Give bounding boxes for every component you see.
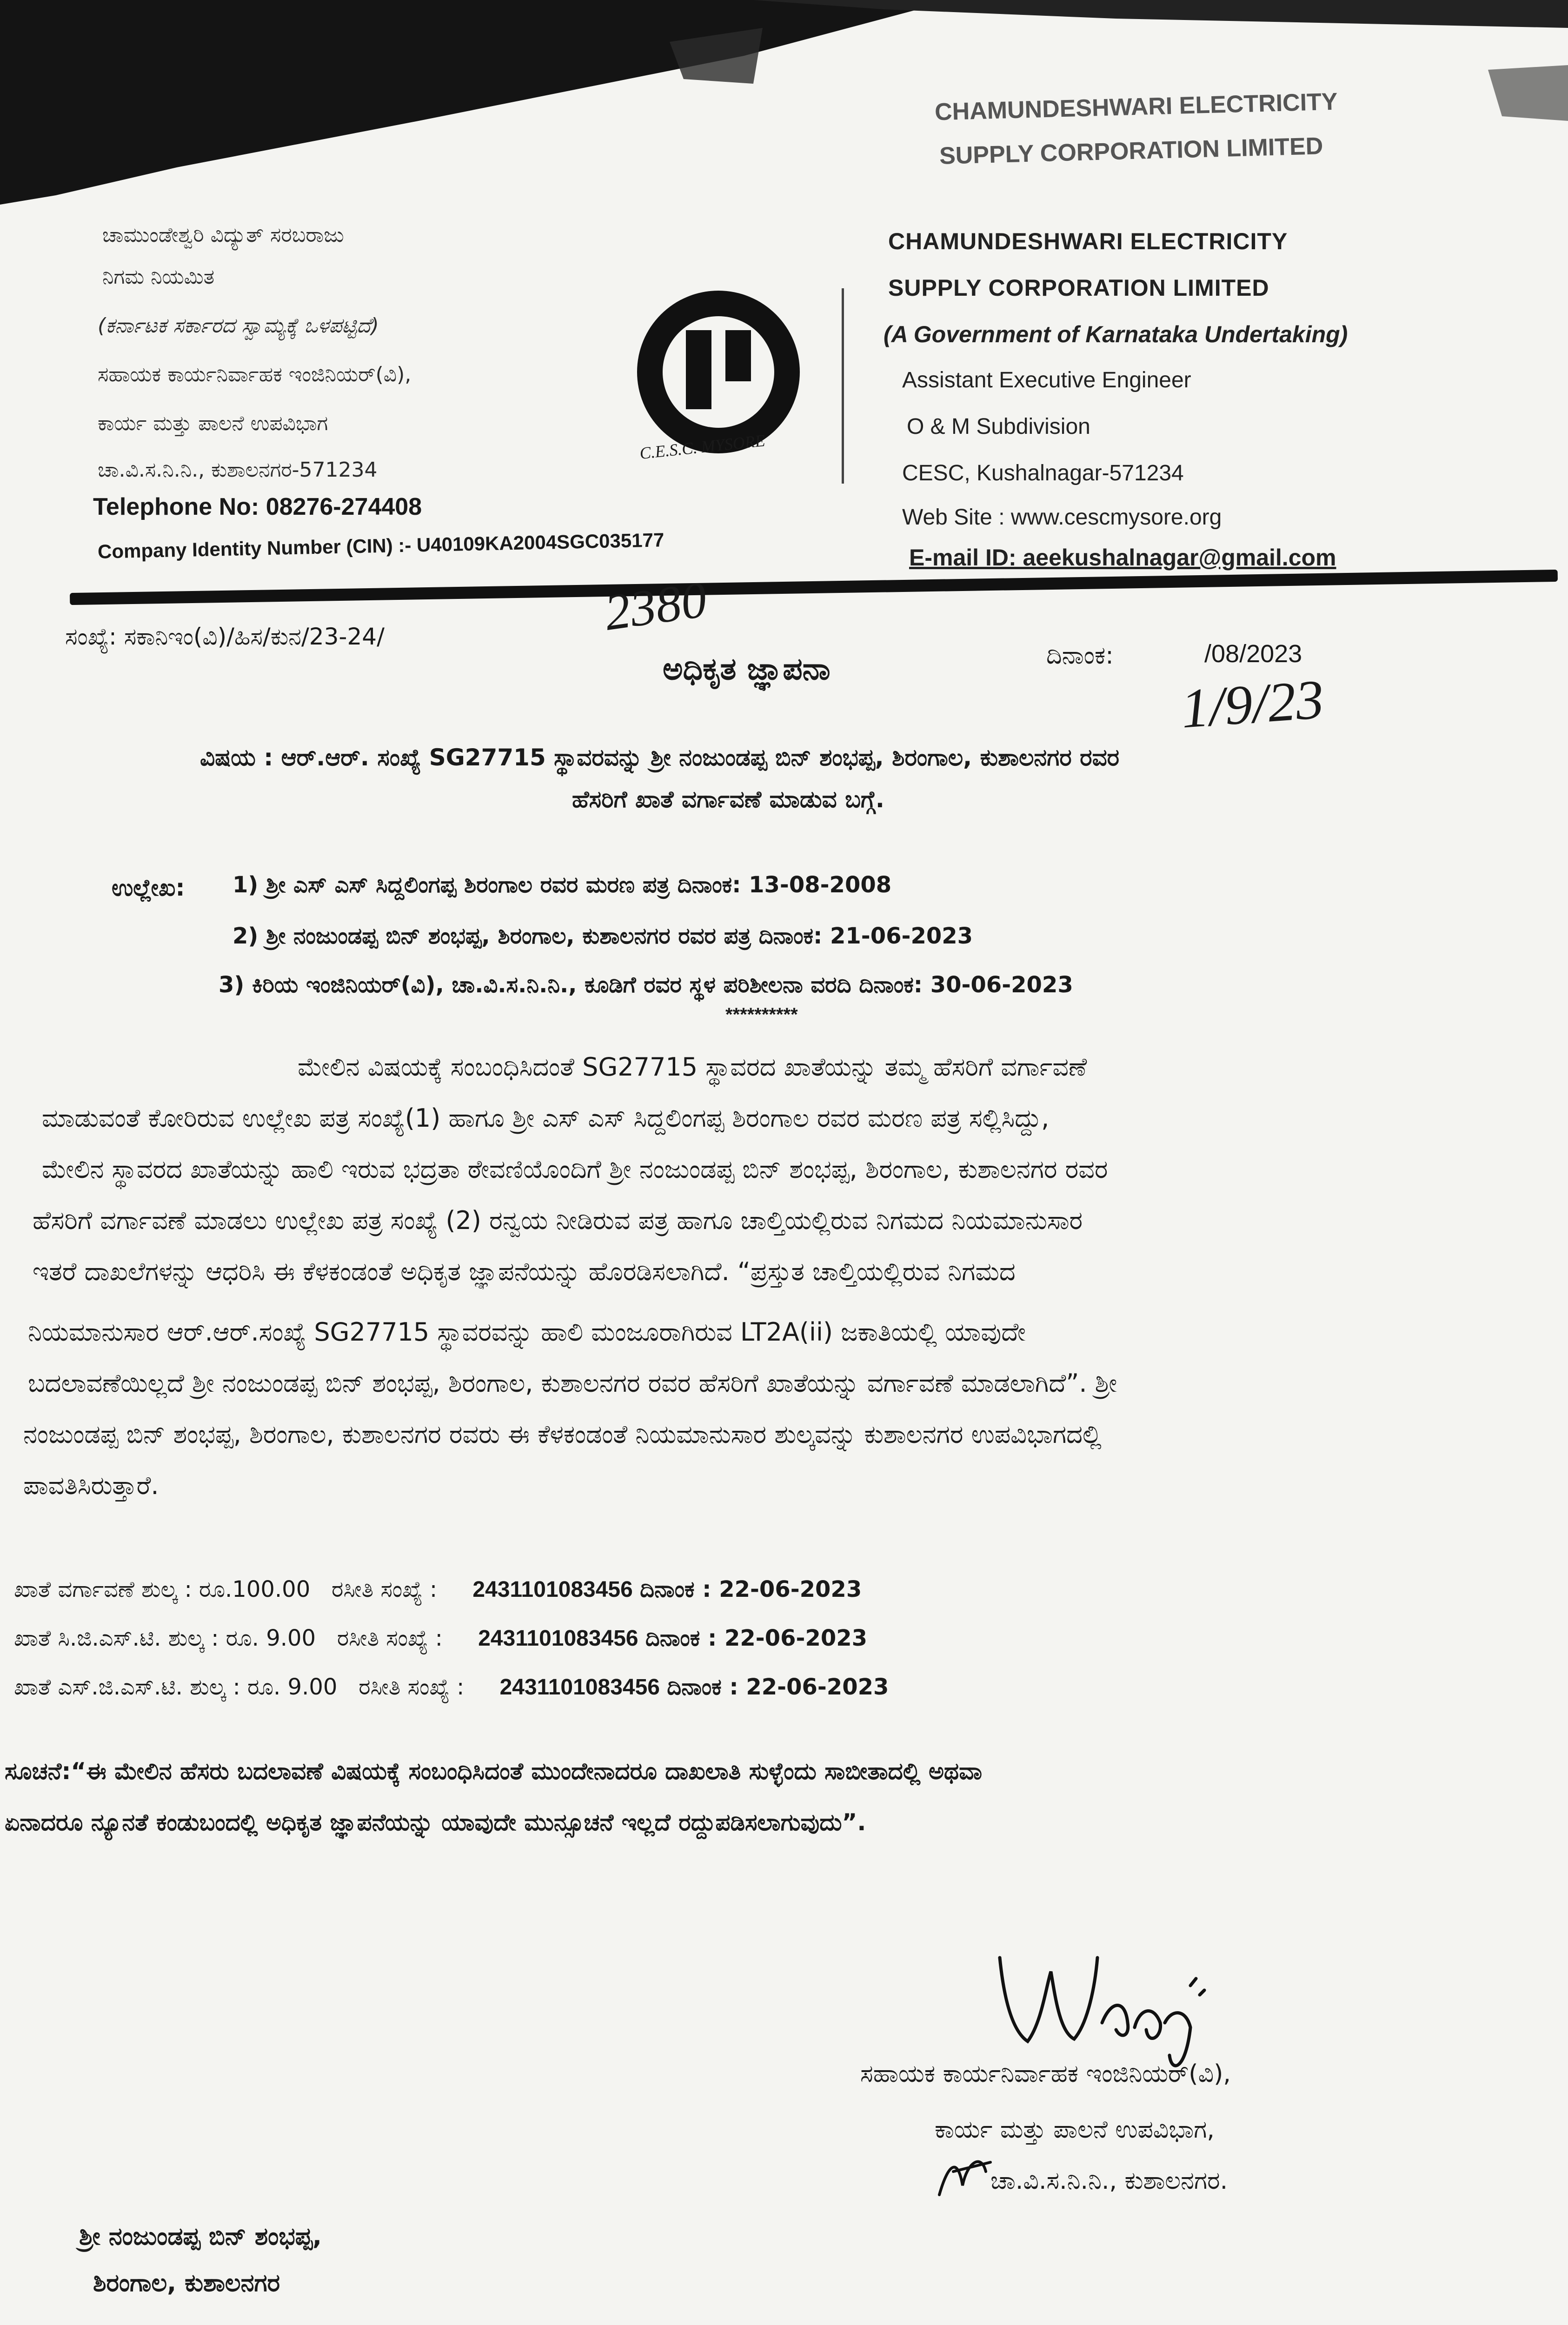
receipt-date: ದಿನಾಂಕ : 22-06-2023 (640, 1576, 862, 1602)
body-line: ಬದಲಾವಣೆಯಿಲ್ಲದೆ ಶ್ರೀ ನಂಜುಂಡಪ್ಪ ಬಿನ್ ಶಂಭಪ್ಪ, ಶಿರಂಗಾಲ, ಕುಶಾಲನಗರ ರವರ ಹೆಸರಿಗೆ ಖಾತೆಯನ್ನು ವರ್ಗಾವಣೆ ಮಾಡಲಾಗಿದೆ”. ಶ್ರೀ (28, 1368, 1117, 1398)
body-line: ನಂಜುಂಡಪ್ಪ ಬಿನ್ ಶಂಭಪ್ಪ, ಶಿರಂಗಾಲ, ಕುಶಾಲನಗರ ರವರು ಈ ಕೆಳಕಂಡಂತೆ ನಿಯಮಾನುಸಾರ ಶುಲ್ಕವನ್ನು ಕುಶಾಲನಗರ ಉಪವಿಭಾಗದಲ್ಲಿ (23, 1420, 1102, 1449)
subdivision-en: O & M Subdivision (907, 414, 1090, 439)
fee-row (14, 1674, 889, 1701)
subject (200, 744, 1119, 771)
letterhead-kn-line: ಕಾರ್ಯ ಮತ್ತು ಪಾಲನೆ ಉಪವಿಭಾಗ (98, 412, 328, 435)
receipt-number: 2431101083456 (478, 1626, 638, 1651)
letterhead-kn-line: ಚಾಮುಂಡೇಶ್ವರಿ ವಿದ್ಯುತ್ ಸರಬರಾಜು (102, 223, 344, 247)
subject-line2: ಹೆಸರಿಗೆ ಖಾತೆ ವರ್ಗಾವಣೆ ಮಾಡುವ ಬಗ್ಗೆ. (572, 786, 884, 813)
cin-number: Company Identity Number (CIN) :- U40109KA2004SGC035177 (97, 529, 664, 563)
recipient-address: ಶಿರಂಗಾಲ, ಕುಶಾಲನಗರ (93, 2269, 280, 2297)
body-line: ನಿಯಮಾನುಸಾರ ಆರ್.ಆರ್.ಸಂಖ್ಯೆ SG27715 ಸ್ಥಾವರವನ್ನು ಹಾಲಿ ಮಂಜೂರಾಗಿರುವ LT2A(ii) ಜಕಾತಿಯಲ್ಲಿ ಯಾವುದೇ (28, 1317, 1026, 1347)
body-line: ಹೆಸರಿಗೆ ವರ್ಗಾವಣೆ ಮಾಡಲು ಉಲ್ಲೇಖ ಪತ್ರ ಸಂಖ್ಯೆ (2) ರನ್ವಯ ನೀಡಿರುವ ಪತ್ರ ಹಾಗೂ ಚಾಲ್ತಿಯಲ್ಲಿರುವ ನಿಗಮದ ನಿಯಮಾನುಸಾರ (33, 1206, 1083, 1235)
govt-undertaking: (A Government of Karnataka Undertaking) (884, 321, 1348, 347)
reference-number: ಸಂಖ್ಯೆ: ಸಕಾನಿಇಂ(ವಿ)/ಹಿಸ/ಕುನ/23-24/ (65, 623, 385, 650)
receipt-label: ರಸೀತಿ ಸಂಖ್ಯೆ : (332, 1576, 438, 1602)
reference-item: 1) ಶ್ರೀ ಎಸ್ ಎಸ್ ಸಿದ್ದಲಿಂಗಪ್ಪ ಶಿರಂಗಾಲ ರವರ ಮರಣ ಪತ್ರ ದಿನಾಂಕ: 13-08-2008 (233, 872, 892, 898)
receipt-number: 2431101083456 (472, 1577, 633, 1602)
receipt-label: ರಸೀತಿ ಸಂಖ್ಯೆ : (359, 1674, 465, 1700)
letterhead-kn-line: ನಿಗಮ ನಿಯಮಿತ (102, 265, 215, 289)
signatory-office: ಚಾ.ವಿ.ಸ.ನಿ.ನಿ., ಕುಶಾಲನಗರ. (990, 2167, 1228, 2195)
reference-item: 2) ಶ್ರೀ ನಂಜುಂಡಪ್ಪ ಬಿನ್ ಶಂಭಪ್ಪ, ಶಿರಂಗಾಲ, ಕುಶಾಲನಗರ ರವರ ಪತ್ರ ದಿನಾಂಕ: 21-06-2023 (233, 923, 973, 949)
website[interactable]: Web Site : www.cescmysore.org (902, 505, 1222, 530)
date-label: ದಿನಾಂಕ: (1046, 642, 1114, 670)
body-line: ಮಾಡುವಂತೆ ಕೋರಿರುವ ಉಲ್ಲೇಖ ಪತ್ರ ಸಂಖ್ಯೆ(1) ಹಾಗೂ ಶ್ರೀ ಎಸ್ ಎಸ್ ಸಿದ್ದಲಿಂಗಪ್ಪ ಶಿರಂಗಾಲ ರವರ ಮರಣ ಪತ್ರ ಸಲ್ಲಿಸಿದ್ದು, (42, 1103, 1050, 1133)
designation-en: Assistant Executive Engineer (902, 368, 1191, 392)
signatory-subdivision: ಕಾರ್ಯ ಮತ್ತು ಪಾಲನೆ ಉಪವಿಭಾಗ, (935, 2116, 1215, 2144)
office-address-en: CESC, Kushalnagar-571234 (902, 461, 1184, 485)
letterhead-kn-line: ಚಾ.ವಿ.ಸ.ನಿ.ನಿ., ಕುಶಾಲನಗರ-571234 (98, 458, 378, 482)
logo-caption: C.E.S.C. MYSORE (638, 431, 766, 463)
letterhead-vertical-rule (842, 288, 844, 484)
handwritten-number: 2380 (601, 571, 711, 641)
subject-label: ವಿಷಯ : (200, 744, 273, 771)
body-line: ಪಾವತಿಸಿರುತ್ತಾರೆ. (23, 1471, 159, 1500)
body-line: ಇತರೆ ದಾಖಲೆಗಳನ್ನು ಆಧರಿಸಿ ಈ ಕೆಳಕಂಡಂತೆ ಅಧಿಕೃತ ಜ್ಞಾಪನೆಯನ್ನು ಹೊರಡಿಸಲಾಗಿದೆ. “ಪ್ರಸ್ತುತ ಚಾಲ್ತಿಯಲ್ಲಿರುವ ನಿಗಮದ (33, 1257, 1016, 1286)
email[interactable]: E-mail ID: aeekushalnagar@gmail.com (909, 545, 1336, 571)
date-printed: /08/2023 (1204, 640, 1302, 668)
fee-label: ಖಾತೆ ವರ್ಗಾವಣೆ ಶುಲ್ಕ : ರೂ.100.00 (14, 1576, 311, 1602)
scan-shadow (0, 0, 1568, 232)
org-name-line2: SUPPLY CORPORATION LIMITED (888, 275, 1269, 301)
signature-mark (986, 1930, 1228, 2079)
initials-mark (930, 2144, 1000, 2209)
fee-row (14, 1625, 867, 1652)
letterhead-kn-line: ಸಹಾಯಕ ಕಾರ್ಯನಿರ್ವಾಹಕ ಇಂಜಿನಿಯರ್(ವಿ), (98, 363, 412, 386)
date-handwritten: 1/9/23 (1179, 668, 1326, 740)
fee-label: ಖಾತೆ ಎಸ್.ಜಿ.ಎಸ್.ಟಿ. ಶುಲ್ಕ : ರೂ. 9.00 (14, 1674, 338, 1700)
recipient-name: ಶ್ರೀ ನಂಜುಂಡಪ್ಪ ಬಿನ್ ಶಂಭಪ್ಪ, (79, 2223, 322, 2251)
fee-label: ಖಾತೆ ಸಿ.ಜಿ.ಎಸ್.ಟಿ. ಶುಲ್ಕ : ರೂ. 9.00 (14, 1625, 316, 1651)
ghost-org-line: CHAMUNDESHWARI ELECTRICITY (934, 88, 1338, 126)
subject-line1: ಆರ್.ಆರ್. ಸಂಖ್ಯೆ SG27715 ಸ್ಥಾವರವನ್ನು ಶ್ರೀ ನಂಜುಂಡಪ್ಪ ಬಿನ್ ಶಂಭಪ್ಪ, ಶಿರಂಗಾಲ, ಕುಶಾಲನಗರ ರವರ (281, 744, 1120, 771)
receipt-number: 2431101083456 (499, 1675, 660, 1700)
reference-separator: ********** (725, 1004, 798, 1025)
telephone: Telephone No: 08276-274408 (93, 493, 422, 520)
letterhead-kn-line: (ಕರ್ನಾಟಕ ಸರ್ಕಾರದ ಸ್ವಾಮ್ಯಕ್ಕೆ ಒಳಪಟ್ಟಿದೆ) (98, 314, 379, 338)
receipt-date: ದಿನಾಂಕ : 22-06-2023 (645, 1625, 868, 1651)
fee-row (14, 1576, 862, 1603)
org-name-line1: CHAMUNDESHWARI ELECTRICITY (888, 228, 1288, 254)
cesc-logo (621, 279, 816, 474)
references-label: ಉಲ್ಲೇಖ: (112, 874, 185, 901)
receipt-label: ರಸೀತಿ ಸಂಖ್ಯೆ : (337, 1625, 443, 1651)
receipt-date: ದಿನಾಂಕ : 22-06-2023 (667, 1674, 889, 1700)
body-line: ಮೇಲಿನ ಸ್ಥಾವರದ ಖಾತೆಯನ್ನು ಹಾಲಿ ಇರುವ ಭದ್ರತಾ ಠೇವಣಿಯೊಂದಿಗೆ ಶ್ರೀ ನಂಜುಂಡಪ್ಪ ಬಿನ್ ಶಂಭಪ್ಪ, ಶಿರಂಗಾಲ, ಕುಶಾಲನಗರ ರವರ (42, 1155, 1108, 1184)
reference-item: 3) ಕಿರಿಯ ಇಂಜಿನಿಯರ್(ವಿ), ಚಾ.ವಿ.ಸ.ನಿ.ನಿ., ಕೂಡಿಗೆ ರವರ ಸ್ಥಳ ಪರಿಶೀಲನಾ ವರದಿ ದಿನಾಂಕ: 30-06-2023 (219, 972, 1073, 998)
memo-title: ಅಧಿಕೃತ ಜ್ಞಾಪನಾ (663, 651, 831, 687)
ghost-org-line: SUPPLY CORPORATION LIMITED (939, 133, 1323, 170)
signatory-designation: ಸಹಾಯಕ ಕಾರ್ಯನಿರ್ವಾಹಕ ಇಂಜಿನಿಯರ್(ವಿ), (860, 2060, 1231, 2088)
note-line: ಸೂಚನೆ:“ಈ ಮೇಲಿನ ಹೆಸರು ಬದಲಾವಣೆ ವಿಷಯಕ್ಕೆ ಸಂಬಂಧಿಸಿದಂತೆ ಮುಂದೇನಾದರೂ ದಾಖಲಾತಿ ಸುಳ್ಳೆಂದು ಸಾಬೀತಾದಲ್ಲಿ ಅಥವಾ (5, 1758, 982, 1785)
letterhead-divider (70, 570, 1558, 605)
note-line: ಏನಾದರೂ ನ್ಯೂನತೆ ಕಂಡುಬಂದಲ್ಲಿ ಅಧಿಕೃತ ಜ್ಞಾಪನೆಯನ್ನು ಯಾವುದೇ ಮುನ್ಸೂಚನೆ ಇಲ್ಲದೆ ರದ್ದುಪಡಿಸಲಾಗುವುದು”. (5, 1809, 866, 1836)
body-line: ಮೇಲಿನ ವಿಷಯಕ್ಕೆ ಸಂಬಂಧಿಸಿದಂತೆ SG27715 ಸ್ಥಾವರದ ಖಾತೆಯನ್ನು ತಮ್ಮ ಹೆಸರಿಗೆ ವರ್ಗಾವಣೆ (298, 1052, 1087, 1082)
